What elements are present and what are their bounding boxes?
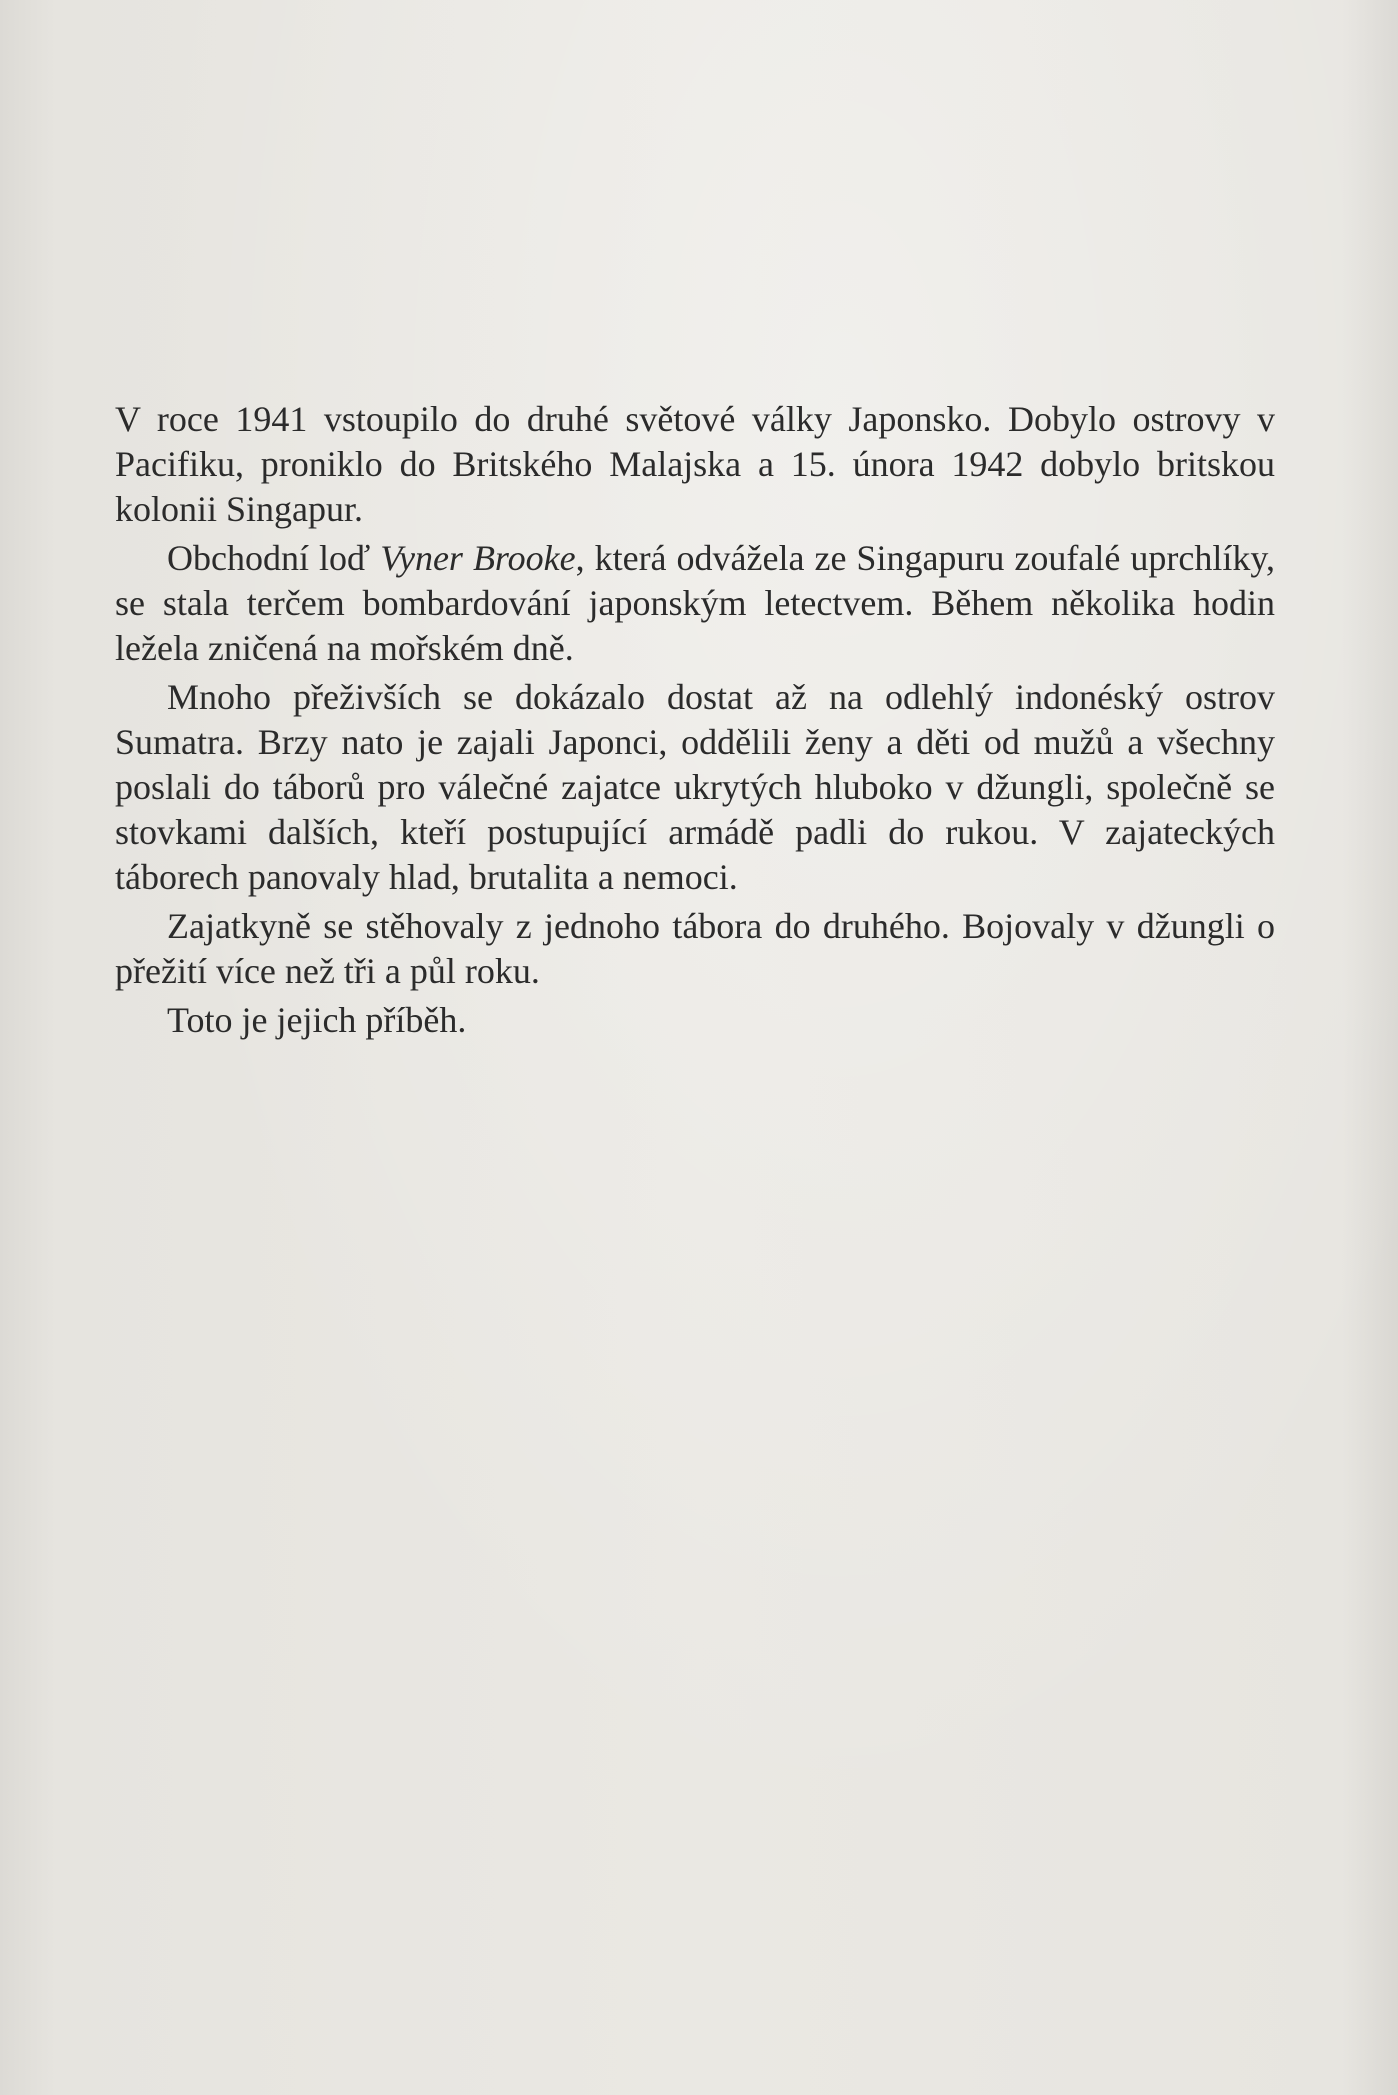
ship-name: Vyner Brooke [380, 538, 576, 578]
paragraph-4: Zajatkyně se stěhovaly z jednoho tábora do druhého. Bojovaly v džungli o přežití více než tři a půl roku. [115, 906, 1275, 991]
paragraph-5: Toto je jejich příběh. [167, 1000, 467, 1040]
paragraph-3: Mnoho přeživších se dokázalo dostat až na odlehlý indonéský ostrov Sumatra. Brzy nato je zajali Japonci, oddělili ženy a děti od mužů a všechny poslali do táborů pro válečné zajatce ukrytých hluboko v džungli, společně se stovkami dalších, kteří postupující armádě padli do rukou. V zajateckých táborech panovaly hlad, brutalita a nemoci. [115, 677, 1275, 897]
paragraph-2-rest: , která odvážela ze Singapuru zoufalé uprchlíky, se stala terčem bombardování japonským letectvem. Během několika hodin ležela zničená na mořském dně. [115, 538, 1275, 668]
paragraph-1: V roce 1941 vstoupilo do druhé světové války Japonsko. Dobylo ostrovy v Pacifiku, proniklo do Britského Malajska a 15. února 1942 dobylo britskou kolonii Singapur. [115, 399, 1275, 529]
prologue-text [115, 397, 1275, 1043]
paragraph-2-intro: Obchodní loď [167, 538, 381, 578]
paragraph-2 [115, 536, 1275, 671]
